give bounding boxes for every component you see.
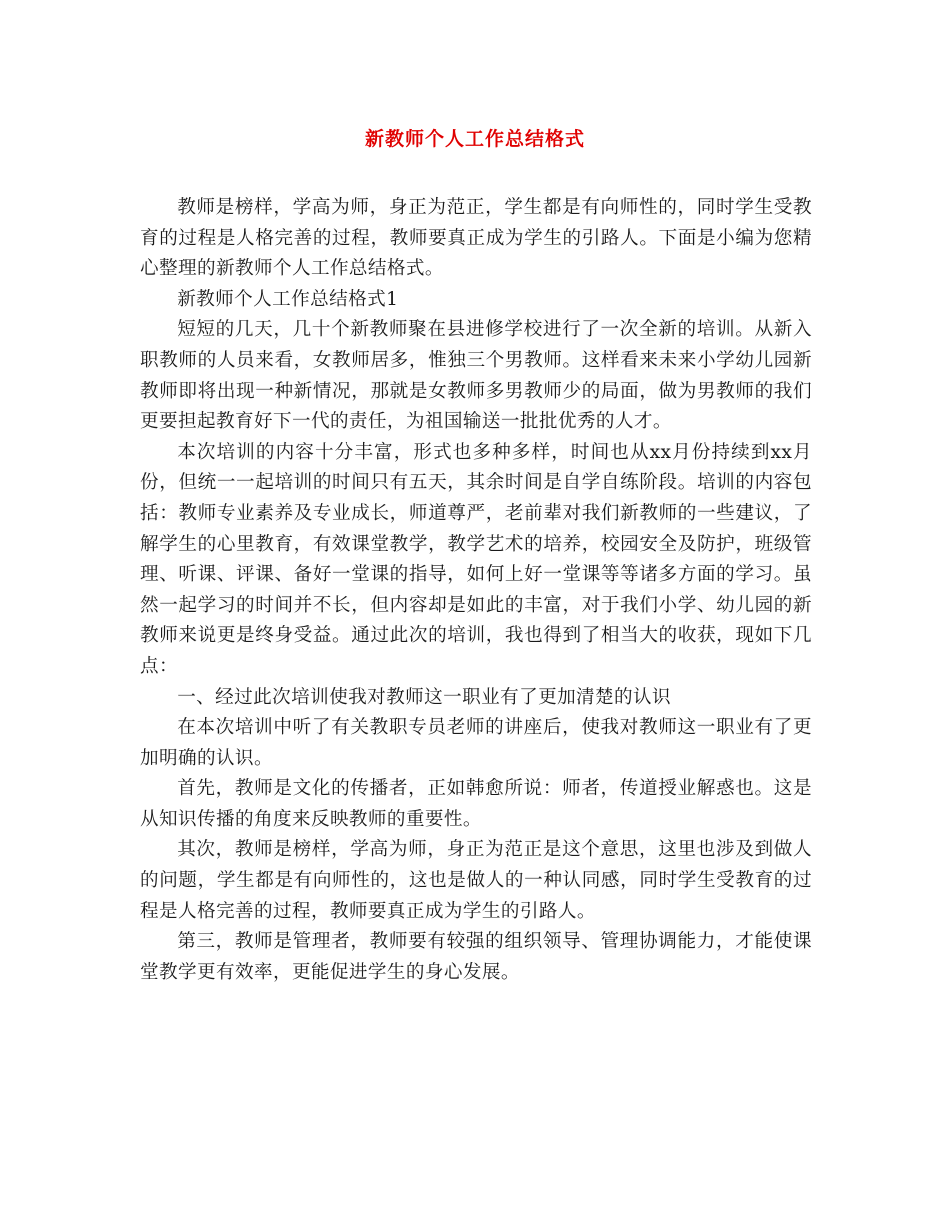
paragraph-first: 首先，教师是文化的传播者，正如韩愈所说：师者，传道授业解惑也。这是从知识传播的角度来反映教师的重要性。 — [140, 778, 812, 830]
paragraph-intro: 教师是榜样，学高为师，身正为范正，学生都是有向师性的，同时学生受教育的过程是人格完善的过程，教师要真正成为学生的引路人。下面是小编为您精心整理的新教师个人工作总结格式。 — [140, 197, 812, 280]
paragraph-section-heading: 新教师个人工作总结格式1 — [177, 288, 399, 310]
paragraph-point-one-heading: 一、经过此次培训使我对教师这一职业有了更加清楚的认识 — [177, 686, 672, 708]
document-title: 新教师个人工作总结格式 — [364, 128, 585, 150]
paragraph-training-overview: 短短的几天，几十个新教师聚在县进修学校进行了一次全新的培训。从新入职教师的人员来看，女教师居多，惟独三个男教师。这样看来未来小学幼儿园新教师即将出现一种新情况，那就是女教师多男教师少的局面，做为男教师的我们更要担起教育好下一代的责任，为祖国输送一批批优秀的人才。 — [140, 319, 812, 433]
paragraph-lecture: 在本次培训中听了有关教职专员老师的讲座后，使我对教师这一职业有了更加明确的认识。 — [140, 717, 812, 769]
paragraph-training-content: 本次培训的内容十分丰富，形式也多种多样，时间也从xx月份持续到xx月份，但统一一起培训的时间只有五天，其余时间是自学自练阶段。培训的内容包括：教师专业素养及专业成长，师道尊严，老前辈对我们新教师的一些建议，了解学生的心里教育，有效课堂教学，教学艺术的培养，校园安全及防护，班级管理、听课、评课、备好一堂课的指导，如何上好一堂课等等诸多方面的学习。虽然一起学习的时间并不长，但内容却是如此的丰富，对于我们小学、幼儿园的新教师来说更是终身受益。通过此次的培训，我也得到了相当大的收获，现如下几点： — [140, 441, 812, 677]
document-body — [140, 193, 812, 988]
paragraph-second: 其次，教师是榜样，学高为师，身正为范正是这个意思，这里也涉及到做人的问题，学生都是有向师性的，这也是做人的一种认同感，同时学生受教育的过程是人格完善的过程，教师要真正成为学生的引路人。 — [140, 839, 812, 922]
paragraph-third: 第三，教师是管理者，教师要有较强的组织领导、管理协调能力，才能使课堂教学更有效率，更能促进学生的身心发展。 — [140, 931, 812, 983]
